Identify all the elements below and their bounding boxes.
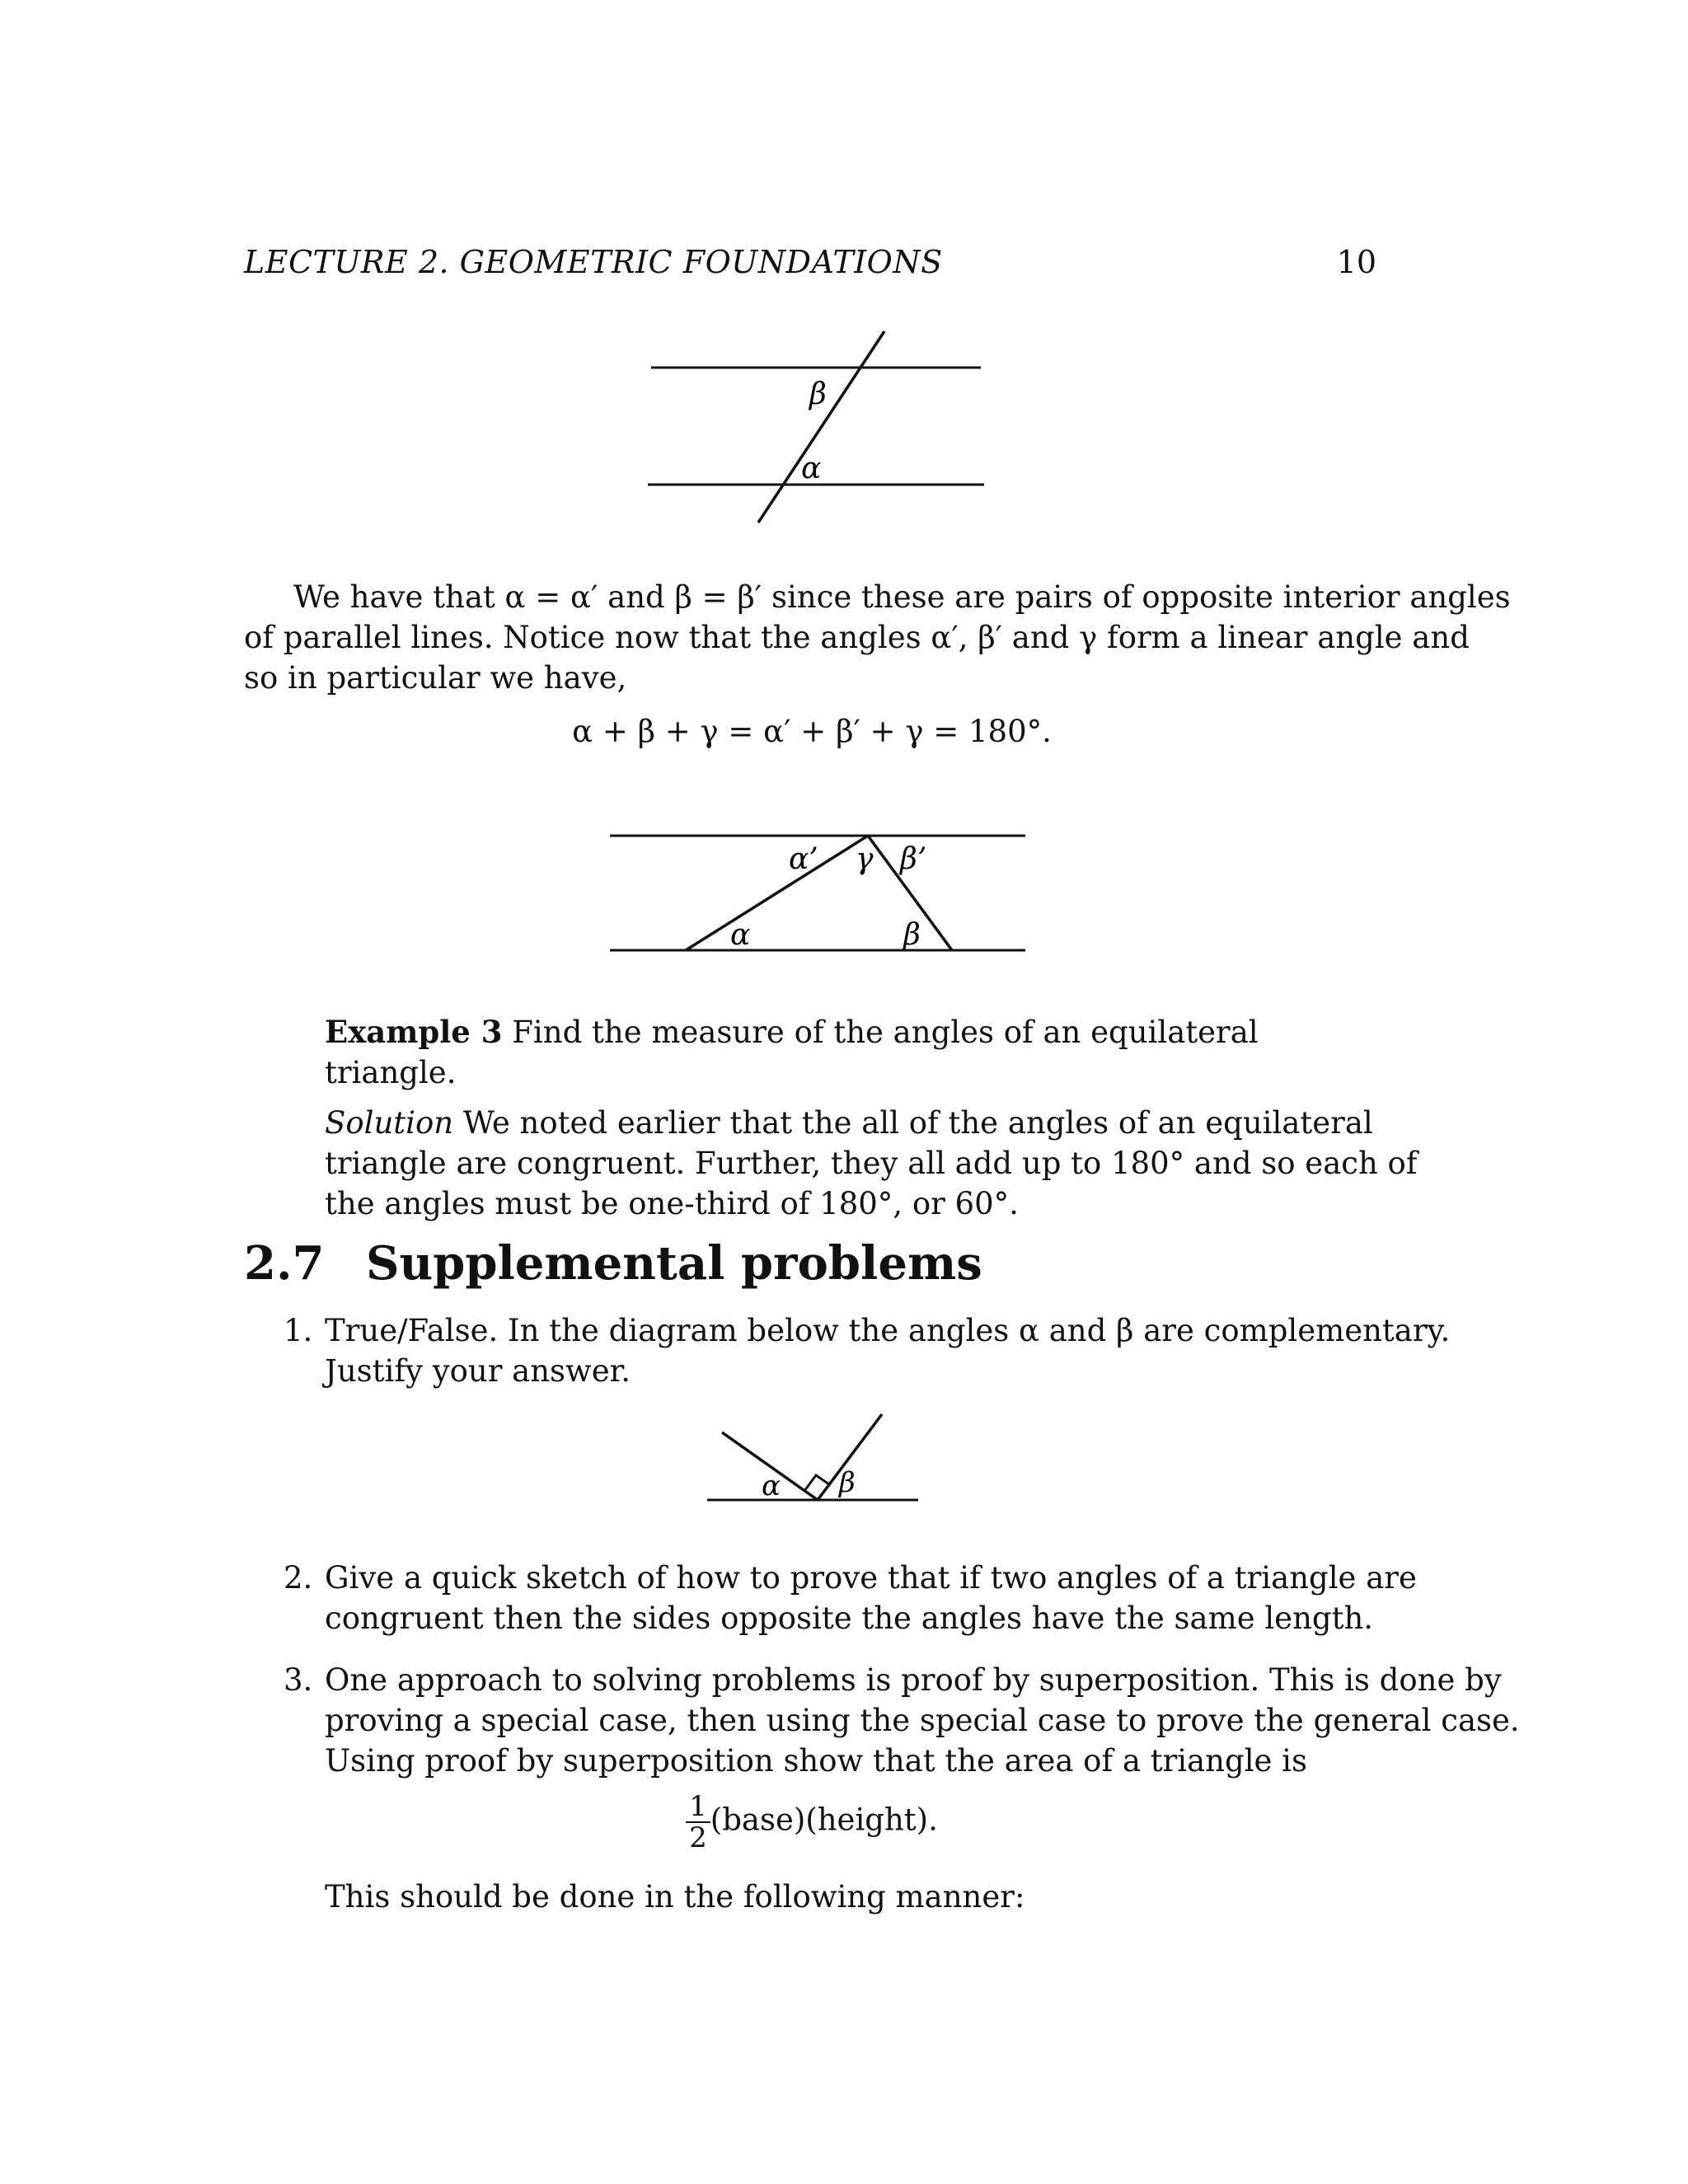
label-beta: β bbox=[839, 1466, 856, 1499]
solution-line: the angles must be one-third of 180°, or 60°. bbox=[325, 1186, 1019, 1221]
paragraph-line: of parallel lines. Notice now that the angles α′, β′ and γ form a linear angle and bbox=[244, 620, 1470, 655]
problem-line: True/False. In the diagram below the angles α and β are complementary. bbox=[325, 1313, 1451, 1348]
problem-line: Justify your answer. bbox=[325, 1353, 631, 1389]
label-alpha-prime: α’ bbox=[789, 842, 818, 876]
label-beta-prime: β’ bbox=[900, 842, 927, 876]
example-statement: Find the measure of the angles of an equilateral triangle. bbox=[325, 1015, 1259, 1090]
problem-line: proving a special case, then using the special case to prove the general case. bbox=[325, 1703, 1520, 1738]
label-alpha: α bbox=[801, 452, 822, 485]
solution-line: We noted earlier that the all of the angles of an equilateral bbox=[462, 1105, 1373, 1141]
label-alpha: α bbox=[762, 1469, 781, 1502]
fraction-denominator: 2 bbox=[689, 1821, 707, 1854]
solution-line: triangle are congruent. Further, they all add up to 180° and so each of bbox=[325, 1146, 1418, 1181]
problem-line: congruent then the sides opposite the angles have the same length. bbox=[325, 1601, 1374, 1636]
problem-item bbox=[284, 1660, 1520, 1781]
label-gamma: γ bbox=[856, 842, 874, 876]
label-alpha: α bbox=[730, 918, 751, 952]
solution-label: Solution bbox=[325, 1105, 454, 1141]
problem-line: Give a quick sketch of how to prove that if two angles of a triangle are bbox=[325, 1560, 1417, 1596]
page-number: 10 bbox=[1336, 244, 1376, 280]
running-header-title: LECTURE 2. GEOMETRIC FOUNDATIONS bbox=[244, 244, 943, 280]
fraction-numerator: 1 bbox=[686, 1792, 710, 1823]
paragraph-line: We have that α = α′ and β = β′ since these are pairs of opposite interior angles bbox=[293, 579, 1511, 615]
section-number: 2.7 bbox=[244, 1236, 325, 1291]
problem-item bbox=[284, 1558, 1417, 1638]
problem-number: 3. bbox=[284, 1662, 313, 1698]
problem-number: 2. bbox=[284, 1560, 313, 1596]
label-beta: β bbox=[903, 918, 921, 952]
formula-rest: (base)(height). bbox=[710, 1802, 938, 1838]
problem-number: 1. bbox=[284, 1313, 313, 1348]
paragraph-line: so in particular we have, bbox=[244, 660, 627, 696]
problem-line: Using proof by superposition show that the area of a triangle is bbox=[325, 1743, 1308, 1779]
section-title: Supplemental problems bbox=[366, 1236, 982, 1291]
label-beta: β bbox=[809, 377, 827, 411]
example-label: Example 3 bbox=[325, 1014, 503, 1050]
equation-angle-sum: α + β + γ = α′ + β′ + γ = 180°. bbox=[572, 714, 1052, 749]
fraction-one-half bbox=[686, 1792, 710, 1853]
closing-sentence: This should be done in the following manner: bbox=[325, 1879, 1025, 1915]
formula-triangle-area bbox=[244, 1792, 1380, 1853]
problem-line: One approach to solving problems is proof by superposition. This is done by bbox=[325, 1662, 1502, 1698]
